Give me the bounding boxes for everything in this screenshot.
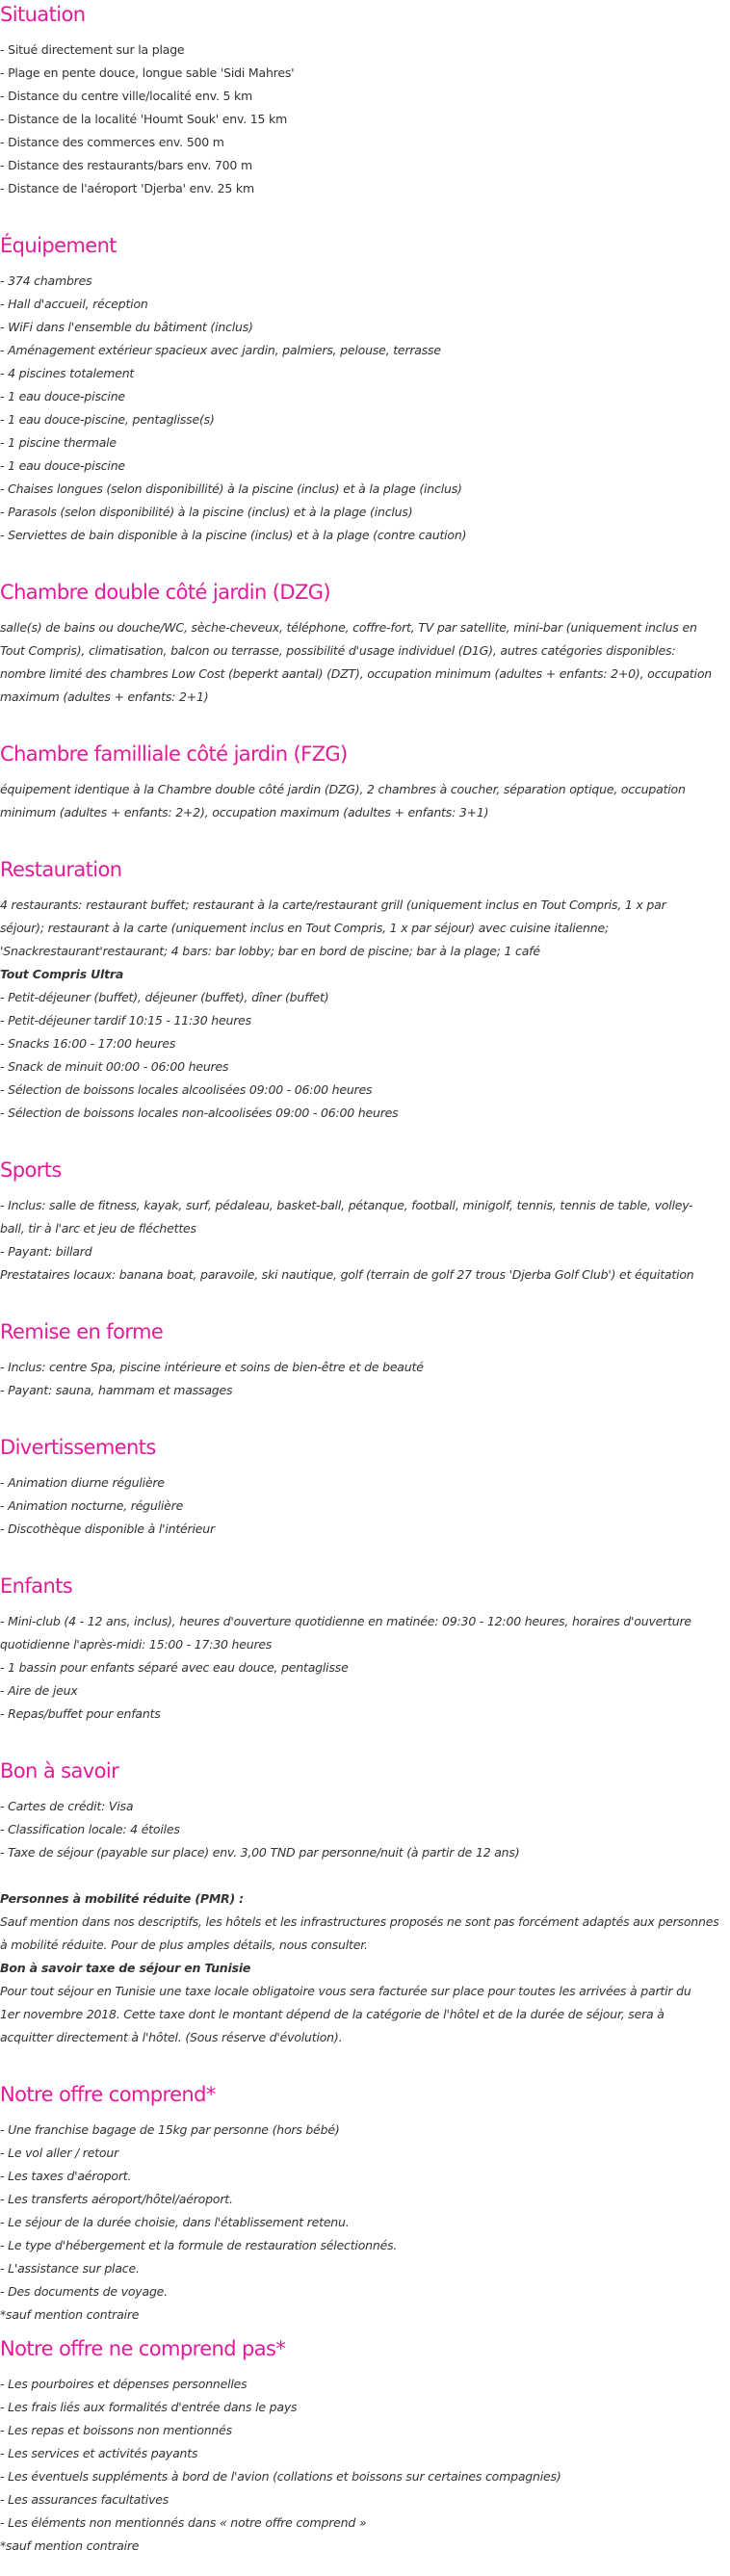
list-item: - Taxe de séjour (payable sur place) env. 3,00 TND par personne/nuit (à partir de 12 ans): [0, 1845, 520, 1860]
text-line: à mobilité réduite. Pour de plus amples détails, nous consulter.: [0, 1938, 368, 1952]
list-item: - Animation diurne régulière: [0, 1475, 165, 1490]
list-item: - Parasols (selon disponibilité) à la piscine (inclus) et à la plage (inclus): [0, 505, 413, 519]
divertissements-list: [0, 1471, 730, 1541]
list-item: - Classification locale: 4 étoiles: [0, 1822, 180, 1836]
list-item: - Distance des restaurants/bars env. 700 m: [0, 158, 252, 172]
section-title-bon-a-savoir: Bon à savoir: [0, 1759, 119, 1782]
sports-text: [0, 1194, 730, 1287]
restauration-subtitle: Tout Compris Ultra: [0, 967, 124, 981]
spacer: [0, 1864, 730, 1887]
section-chambre-fzg: [0, 740, 730, 855]
section-divertissements: [0, 1433, 730, 1572]
list-item: - Payant: sauna, hammam et massages: [0, 1383, 233, 1397]
text-line: Pour tout séjour en Tunisie une taxe locale obligatoire vous sera facturée sur place pour toutes les arrivées à partir du: [0, 1984, 691, 1998]
text-line: - Mini-club (4 - 12 ans, inclus), heures d'ouverture quotidienne en matinée: 09:30 - 12:00 heures, horaires d'ouverture: [0, 1614, 691, 1628]
list-item: - Serviettes de bain disponible à la piscine (inclus) et à la plage (contre caution): [0, 528, 467, 542]
footnote: *sauf mention contraire: [0, 2307, 140, 2322]
list-item: - 374 chambres: [0, 273, 92, 288]
list-item: - Plage en pente douce, longue sable 'Sidi Mahres': [0, 65, 295, 80]
list-item: - Situé directement sur la plage: [0, 42, 185, 57]
text-line: Tout Compris), climatisation, balcon ou terrasse, possibilité d'usage individuel (D1G), autres catégories disponibles:: [0, 643, 676, 658]
section-title-enfants: Enfants: [0, 1574, 73, 1598]
list-item: - Les assurances facultatives: [0, 2492, 169, 2507]
text-line: - Aire de jeux: [0, 1683, 78, 1698]
list-item: - WiFi dans l'ensemble du bâtiment (inclus): [0, 320, 253, 334]
text-line: séjour); restaurant à la carte (uniquement inclus en Tout Compris, 1 x par séjour) avec cuisine italienne;: [0, 921, 609, 935]
text-line: ball, tir à l'arc et jeu de fléchettes: [0, 1221, 196, 1236]
section-title-divertissements: Divertissements: [0, 1436, 156, 1459]
list-item: - Les taxes d'aéroport.: [0, 2169, 132, 2183]
section-sports: [0, 1156, 730, 1317]
section-offre-comprend: [0, 2080, 730, 2334]
section-title-sports: Sports: [0, 1158, 62, 1182]
text-line: équipement identique à la Chambre double côté jardin (DZG), 2 chambres à coucher, séparation optique, occupation: [0, 782, 686, 796]
list-item: - Snacks 16:00 - 17:00 heures: [0, 1036, 176, 1051]
text-line: salle(s) de bains ou douche/WC, sèche-cheveux, téléphone, coffre-fort, TV par satellite, mini-bar (uniquement inclus en: [0, 620, 697, 635]
text-line: Sauf mention dans nos descriptifs, les hôtels et les infrastructures proposés ne sont pas forcément adaptés aux personnes: [0, 1914, 719, 1929]
taxe-title: Bon à savoir taxe de séjour en Tunisie: [0, 1961, 251, 1975]
list-item: - Les repas et boissons non mentionnés: [0, 2423, 232, 2437]
section-title-offre-ne-comprend: Notre offre ne comprend pas*: [0, 2337, 286, 2360]
list-item: - 4 piscines totalement: [0, 366, 135, 380]
list-item: - Inclus: centre Spa, piscine intérieure et soins de bien-être et de beauté: [0, 1360, 424, 1374]
section-chambre-dzg: [0, 578, 730, 740]
list-item: - L'assistance sur place.: [0, 2261, 140, 2276]
section-title-chambre-dzg: Chambre double côté jardin (DZG): [0, 581, 330, 604]
restauration-text: [0, 894, 730, 1125]
section-enfants: [0, 1572, 730, 1756]
list-item: - Chaises longues (selon disponibillité) à la piscine (inclus) et à la plage (inclus): [0, 481, 462, 496]
footnote: *sauf mention contraire: [0, 2538, 140, 2553]
bon-a-savoir-text: [0, 1795, 730, 2049]
list-item: - 1 eau douce-piscine: [0, 389, 125, 403]
section-title-remise: Remise en forme: [0, 1320, 164, 1343]
list-item: - 1 eau douce-piscine: [0, 458, 125, 473]
section-situation: [0, 0, 730, 231]
list-item: - Petit-déjeuner (buffet), déjeuner (buffet), dîner (buffet): [0, 990, 329, 1004]
list-item: - Des documents de voyage.: [0, 2284, 168, 2299]
list-item: - Une franchise bagage de 15kg par personne (hors bébé): [0, 2122, 340, 2137]
list-item: - Les éléments non mentionnés dans « notre offre comprend »: [0, 2515, 367, 2530]
list-item: - Snack de minuit 00:00 - 06:00 heures: [0, 1059, 229, 1074]
list-item: - 1 eau douce-piscine, pentaglisse(s): [0, 412, 215, 427]
list-item: - Le séjour de la durée choisie, dans l'établissement retenu.: [0, 2215, 350, 2229]
list-item: - Distance de la localité 'Houmt Souk' env. 15 km: [0, 112, 288, 126]
text-line: minimum (adultes + enfants: 2+2), occupation maximum (adultes + enfants: 3+1): [0, 805, 489, 820]
chambre-fzg-text: [0, 778, 730, 824]
section-title-offre-comprend: Notre offre comprend*: [0, 2083, 216, 2106]
offre-comprend-list: [0, 2119, 730, 2327]
list-item: - Petit-déjeuner tardif 10:15 - 11:30 heures: [0, 1013, 251, 1028]
offre-ne-comprend-list: [0, 2373, 730, 2558]
text-line: quotidienne l'après-midi: 15:00 - 17:30 heures: [0, 1637, 273, 1652]
list-item: - Distance des commerces env. 500 m: [0, 135, 224, 149]
text-line: - Payant: billard: [0, 1244, 92, 1259]
list-item: - Le type d'hébergement et la formule de restauration sélectionnés.: [0, 2238, 398, 2252]
list-item: - Les services et activités payants: [0, 2446, 198, 2460]
equipement-list: [0, 270, 730, 547]
text-line: acquitter directement à l'hôtel. (Sous réserve d'évolution).: [0, 2030, 343, 2044]
chambre-dzg-text: [0, 616, 730, 709]
section-equipement: [0, 231, 730, 578]
section-bon-a-savoir: [0, 1756, 730, 2080]
list-item: - Hall d'accueil, réception: [0, 297, 148, 311]
text-line: - Inclus: salle de fitness, kayak, surf, pédaleau, basket-ball, pétanque, football, minigolf, tennis, tennis de table, volley-: [0, 1198, 693, 1212]
section-title-equipement: Équipement: [0, 234, 117, 257]
section-remise-en-forme: [0, 1317, 730, 1433]
enfants-text: [0, 1610, 730, 1726]
list-item: - Le vol aller / retour: [0, 2146, 119, 2160]
list-item: - Distance de l'aéroport 'Djerba' env. 25 km: [0, 181, 254, 195]
list-item: - Les éventuels suppléments à bord de l'avion (collations et boissons sur certaines compagnies): [0, 2469, 561, 2484]
list-item: - Distance du centre ville/localité env. 5 km: [0, 89, 253, 103]
text-line: 4 restaurants: restaurant buffet; restaurant à la carte/restaurant grill (uniquement inclus en Tout Compris, 1 x par: [0, 898, 666, 912]
section-title-restauration: Restauration: [0, 858, 122, 881]
text-line: - 1 bassin pour enfants séparé avec eau douce, pentaglisse: [0, 1660, 349, 1675]
list-item: - Sélection de boissons locales alcoolisées 09:00 - 06:00 heures: [0, 1082, 373, 1097]
text-line: maximum (adultes + enfants: 2+1): [0, 690, 209, 704]
text-line: 1er novembre 2018. Cette taxe dont le montant dépend de la catégorie de l'hôtel et de la durée de séjour, sera à: [0, 2007, 665, 2021]
text-line: 'Snackrestaurant'restaurant; 4 bars: bar lobby; bar en bord de piscine; bar à la plage; 1 café: [0, 944, 540, 958]
list-item: - 1 piscine thermale: [0, 435, 117, 450]
list-item: - Discothèque disponible à l'intérieur: [0, 1522, 215, 1536]
list-item: - Aménagement extérieur spacieux avec jardin, palmiers, pelouse, terrasse: [0, 343, 441, 357]
text-line: Prestataires locaux: banana boat, paravoile, ski nautique, golf (terrain de golf 27 trous 'Djerba Golf Club') et équitation: [0, 1267, 694, 1282]
list-item: - Les transferts aéroport/hôtel/aéroport.: [0, 2192, 233, 2206]
situation-list: [0, 39, 730, 200]
remise-list: [0, 1356, 730, 1402]
section-offre-ne-comprend: [0, 2334, 730, 2565]
list-item: - Les frais liés aux formalités d'entrée dans le pays: [0, 2400, 298, 2414]
list-item: - Cartes de crédit: Visa: [0, 1799, 134, 1813]
text-line: - Repas/buffet pour enfants: [0, 1706, 161, 1721]
section-title-chambre-fzg: Chambre familliale côté jardin (FZG): [0, 742, 348, 766]
section-restauration: [0, 855, 730, 1156]
list-item: - Animation nocturne, régulière: [0, 1498, 184, 1513]
pmr-title: Personnes à mobilité réduite (PMR) :: [0, 1891, 244, 1906]
list-item: - Les pourboires et dépenses personnelles: [0, 2377, 248, 2391]
list-item: - Sélection de boissons locales non-alcoolisées 09:00 - 06:00 heures: [0, 1106, 399, 1120]
section-title-situation: Situation: [0, 3, 86, 26]
text-line: nombre limité des chambres Low Cost (beperkt aantal) (DZT), occupation minimum (adultes + enfants: 2+0), occupation: [0, 666, 712, 681]
